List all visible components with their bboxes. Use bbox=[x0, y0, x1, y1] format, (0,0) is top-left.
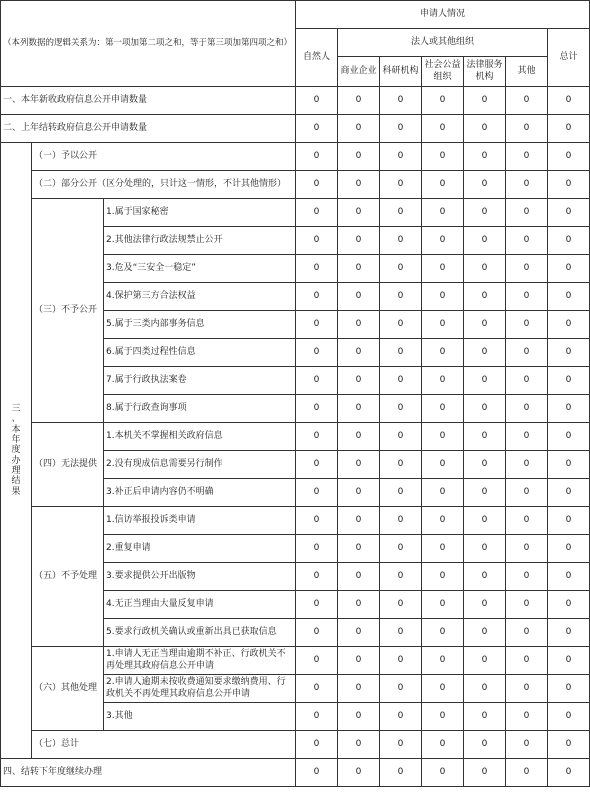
value-cell: 0 bbox=[422, 759, 464, 787]
value-cell: 0 bbox=[380, 311, 422, 339]
value-cell: 0 bbox=[422, 479, 464, 507]
value-cell: 0 bbox=[548, 731, 590, 759]
value-cell: 0 bbox=[506, 87, 548, 115]
value-cell: 0 bbox=[338, 255, 380, 283]
value-cell: 0 bbox=[380, 591, 422, 619]
value-cell: 0 bbox=[548, 703, 590, 731]
value-cell: 0 bbox=[338, 451, 380, 479]
value-cell: 0 bbox=[506, 647, 548, 675]
value-cell: 0 bbox=[380, 451, 422, 479]
table-row bbox=[1, 199, 590, 227]
value-cell: 0 bbox=[422, 647, 464, 675]
value-cell: 0 bbox=[338, 675, 380, 703]
commercial-enterprise-header: 商业企业 bbox=[338, 57, 380, 87]
value-cell: 0 bbox=[464, 143, 506, 171]
natural-person-header: 自然人 bbox=[296, 29, 338, 87]
value-cell: 0 bbox=[464, 451, 506, 479]
value-cell: 0 bbox=[506, 563, 548, 591]
value-cell: 0 bbox=[464, 311, 506, 339]
value-cell: 0 bbox=[296, 423, 338, 451]
value-cell: 0 bbox=[548, 367, 590, 395]
table-row bbox=[1, 759, 590, 787]
row-label-partially-disclosed: （二）部分公开（区分处理的，只计这一情形，不计其他情形） bbox=[32, 171, 296, 199]
value-cell: 0 bbox=[464, 423, 506, 451]
value-cell: 0 bbox=[548, 227, 590, 255]
value-cell: 0 bbox=[464, 535, 506, 563]
value-cell: 0 bbox=[506, 367, 548, 395]
value-cell: 0 bbox=[296, 367, 338, 395]
unable-to-provide-item-label: 1.本机关不掌握相关政府信息 bbox=[104, 423, 296, 451]
legal-entity-header: 法人或其他组织 bbox=[338, 29, 548, 57]
value-cell: 0 bbox=[338, 87, 380, 115]
value-cell: 0 bbox=[506, 199, 548, 227]
value-cell: 0 bbox=[296, 479, 338, 507]
value-cell: 0 bbox=[380, 507, 422, 535]
value-cell: 0 bbox=[338, 311, 380, 339]
table-row bbox=[1, 143, 590, 171]
unable-to-provide-group-label: （四）无法提供 bbox=[32, 423, 104, 507]
not-processed-item-label: 1.信访举报投诉类申请 bbox=[104, 507, 296, 535]
value-cell: 0 bbox=[338, 171, 380, 199]
row-label-section-total: （七）总计 bbox=[32, 731, 296, 759]
value-cell: 0 bbox=[296, 731, 338, 759]
value-cell: 0 bbox=[506, 703, 548, 731]
value-cell: 0 bbox=[380, 731, 422, 759]
value-cell: 0 bbox=[338, 115, 380, 143]
value-cell: 0 bbox=[464, 759, 506, 787]
value-cell: 0 bbox=[380, 339, 422, 367]
value-cell: 0 bbox=[296, 199, 338, 227]
not-processed-item-label: 4.无正当理由大量反复申请 bbox=[104, 591, 296, 619]
logic-note: （本列数据的逻辑关系为：第一项加第二项之和，等于第三项加第四项之和） bbox=[1, 1, 296, 87]
value-cell: 0 bbox=[338, 507, 380, 535]
not-disclosed-item-label: 5.属于三类内部事务信息 bbox=[104, 311, 296, 339]
other-processing-item-label: 3.其他 bbox=[104, 703, 296, 731]
value-cell: 0 bbox=[296, 115, 338, 143]
value-cell: 0 bbox=[338, 199, 380, 227]
value-cell: 0 bbox=[338, 423, 380, 451]
value-cell: 0 bbox=[464, 619, 506, 647]
value-cell: 0 bbox=[338, 535, 380, 563]
value-cell: 0 bbox=[422, 339, 464, 367]
other-org-header: 其他 bbox=[506, 57, 548, 87]
value-cell: 0 bbox=[506, 591, 548, 619]
value-cell: 0 bbox=[380, 675, 422, 703]
unable-to-provide-item-label: 3.补正后申请内容仍不明确 bbox=[104, 479, 296, 507]
value-cell: 0 bbox=[422, 451, 464, 479]
value-cell: 0 bbox=[296, 507, 338, 535]
value-cell: 0 bbox=[338, 367, 380, 395]
value-cell: 0 bbox=[380, 255, 422, 283]
value-cell: 0 bbox=[422, 591, 464, 619]
value-cell: 0 bbox=[422, 227, 464, 255]
value-cell: 0 bbox=[464, 395, 506, 423]
value-cell: 0 bbox=[338, 227, 380, 255]
value-cell: 0 bbox=[422, 311, 464, 339]
value-cell: 0 bbox=[464, 171, 506, 199]
value-cell: 0 bbox=[506, 423, 548, 451]
value-cell: 0 bbox=[506, 143, 548, 171]
applicant-header: 申请人情况 bbox=[296, 1, 590, 29]
value-cell: 0 bbox=[548, 87, 590, 115]
value-cell: 0 bbox=[296, 171, 338, 199]
value-cell: 0 bbox=[506, 115, 548, 143]
value-cell: 0 bbox=[506, 479, 548, 507]
value-cell: 0 bbox=[338, 563, 380, 591]
not-disclosed-item-label: 1.属于国家秘密 bbox=[104, 199, 296, 227]
value-cell: 0 bbox=[296, 647, 338, 675]
value-cell: 0 bbox=[296, 143, 338, 171]
value-cell: 0 bbox=[380, 479, 422, 507]
value-cell: 0 bbox=[422, 731, 464, 759]
value-cell: 0 bbox=[422, 507, 464, 535]
value-cell: 0 bbox=[380, 759, 422, 787]
value-cell: 0 bbox=[464, 647, 506, 675]
value-cell: 0 bbox=[380, 227, 422, 255]
table-row bbox=[1, 647, 590, 675]
value-cell: 0 bbox=[506, 255, 548, 283]
table-row bbox=[1, 507, 590, 535]
value-cell: 0 bbox=[506, 171, 548, 199]
value-cell: 0 bbox=[422, 619, 464, 647]
value-cell: 0 bbox=[296, 675, 338, 703]
other-processing-group-label: （六）其他处理 bbox=[32, 647, 104, 731]
value-cell: 0 bbox=[464, 731, 506, 759]
value-cell: 0 bbox=[422, 283, 464, 311]
value-cell: 0 bbox=[464, 591, 506, 619]
value-cell: 0 bbox=[548, 507, 590, 535]
value-cell: 0 bbox=[548, 311, 590, 339]
not-disclosed-item-label: 2.其他法律行政法规禁止公开 bbox=[104, 227, 296, 255]
value-cell: 0 bbox=[506, 619, 548, 647]
row-label-carried-over: 二、上年结转政府信息公开申请数量 bbox=[1, 115, 296, 143]
value-cell: 0 bbox=[506, 507, 548, 535]
value-cell: 0 bbox=[296, 339, 338, 367]
not-disclosed-item-label: 7.属于行政执法案卷 bbox=[104, 367, 296, 395]
value-cell: 0 bbox=[296, 87, 338, 115]
value-cell: 0 bbox=[296, 451, 338, 479]
value-cell: 0 bbox=[422, 255, 464, 283]
value-cell: 0 bbox=[506, 311, 548, 339]
value-cell: 0 bbox=[464, 367, 506, 395]
value-cell: 0 bbox=[422, 115, 464, 143]
value-cell: 0 bbox=[506, 731, 548, 759]
row-label-disclosed: （一）予以公开 bbox=[32, 143, 296, 171]
other-processing-item-label: 2.申请人逾期未按收费通知要求缴纳费用、行政机关不再处理其政府信息公开申请 bbox=[104, 675, 296, 703]
value-cell: 0 bbox=[548, 591, 590, 619]
value-cell: 0 bbox=[296, 283, 338, 311]
value-cell: 0 bbox=[380, 395, 422, 423]
research-institution-header: 科研机构 bbox=[380, 57, 422, 87]
not-processed-group-label: （五）不予处理 bbox=[32, 507, 104, 647]
value-cell: 0 bbox=[548, 115, 590, 143]
value-cell: 0 bbox=[422, 423, 464, 451]
value-cell: 0 bbox=[464, 199, 506, 227]
not-processed-item-label: 5.要求行政机关确认或重新出具已获取信息 bbox=[104, 619, 296, 647]
value-cell: 0 bbox=[338, 647, 380, 675]
row-label-new-requests: 一、本年新收政府信息公开申请数量 bbox=[1, 87, 296, 115]
value-cell: 0 bbox=[464, 283, 506, 311]
not-disclosed-item-label: 3.危及“三安全一稳定” bbox=[104, 255, 296, 283]
not-disclosed-item-label: 6.属于四类过程性信息 bbox=[104, 339, 296, 367]
value-cell: 0 bbox=[296, 703, 338, 731]
not-disclosed-group-label: （三）不予公开 bbox=[32, 199, 104, 423]
value-cell: 0 bbox=[548, 675, 590, 703]
value-cell: 0 bbox=[338, 339, 380, 367]
value-cell: 0 bbox=[422, 143, 464, 171]
value-cell: 0 bbox=[464, 339, 506, 367]
value-cell: 0 bbox=[338, 731, 380, 759]
value-cell: 0 bbox=[464, 675, 506, 703]
value-cell: 0 bbox=[296, 227, 338, 255]
value-cell: 0 bbox=[422, 367, 464, 395]
value-cell: 0 bbox=[296, 619, 338, 647]
value-cell: 0 bbox=[506, 535, 548, 563]
section-results-label bbox=[1, 143, 32, 759]
value-cell: 0 bbox=[296, 255, 338, 283]
value-cell: 0 bbox=[548, 423, 590, 451]
value-cell: 0 bbox=[548, 171, 590, 199]
value-cell: 0 bbox=[506, 395, 548, 423]
value-cell: 0 bbox=[380, 367, 422, 395]
value-cell: 0 bbox=[422, 563, 464, 591]
legal-service-org-header: 法律服务机构 bbox=[464, 57, 506, 87]
value-cell: 0 bbox=[548, 283, 590, 311]
table-row bbox=[1, 115, 590, 143]
table-row bbox=[1, 423, 590, 451]
value-cell: 0 bbox=[548, 479, 590, 507]
value-cell: 0 bbox=[422, 675, 464, 703]
other-processing-item-label: 1.申请人无正当理由逾期不补正、行政机关不再处理其政府信息公开申请 bbox=[104, 647, 296, 675]
value-cell: 0 bbox=[338, 143, 380, 171]
value-cell: 0 bbox=[464, 227, 506, 255]
value-cell: 0 bbox=[464, 87, 506, 115]
value-cell: 0 bbox=[380, 535, 422, 563]
value-cell: 0 bbox=[422, 703, 464, 731]
value-cell: 0 bbox=[380, 647, 422, 675]
value-cell: 0 bbox=[506, 227, 548, 255]
value-cell: 0 bbox=[464, 563, 506, 591]
not-processed-item-label: 2.重复申请 bbox=[104, 535, 296, 563]
value-cell: 0 bbox=[380, 283, 422, 311]
value-cell: 0 bbox=[464, 115, 506, 143]
table-row bbox=[1, 171, 590, 199]
value-cell: 0 bbox=[422, 199, 464, 227]
total-header: 总计 bbox=[548, 29, 590, 87]
value-cell: 0 bbox=[548, 647, 590, 675]
table-row bbox=[1, 731, 590, 759]
not-disclosed-item-label: 4.保护第三方合法权益 bbox=[104, 283, 296, 311]
value-cell: 0 bbox=[296, 535, 338, 563]
value-cell: 0 bbox=[548, 619, 590, 647]
row-label-carry-forward: 四、结转下年度继续办理 bbox=[1, 759, 296, 787]
value-cell: 0 bbox=[338, 703, 380, 731]
value-cell: 0 bbox=[506, 451, 548, 479]
value-cell: 0 bbox=[296, 311, 338, 339]
value-cell: 0 bbox=[464, 479, 506, 507]
value-cell: 0 bbox=[548, 563, 590, 591]
value-cell: 0 bbox=[548, 535, 590, 563]
value-cell: 0 bbox=[422, 535, 464, 563]
value-cell: 0 bbox=[296, 563, 338, 591]
value-cell: 0 bbox=[338, 479, 380, 507]
value-cell: 0 bbox=[506, 759, 548, 787]
value-cell: 0 bbox=[380, 171, 422, 199]
value-cell: 0 bbox=[338, 395, 380, 423]
value-cell: 0 bbox=[380, 619, 422, 647]
value-cell: 0 bbox=[380, 87, 422, 115]
value-cell: 0 bbox=[296, 395, 338, 423]
section-results-text: 三 、 本 年 度 办 理 结 果 bbox=[11, 403, 21, 497]
value-cell: 0 bbox=[548, 143, 590, 171]
value-cell: 0 bbox=[296, 759, 338, 787]
value-cell: 0 bbox=[464, 507, 506, 535]
not-processed-item-label: 3.要求提供公开出版物 bbox=[104, 563, 296, 591]
value-cell: 0 bbox=[464, 255, 506, 283]
table-row bbox=[1, 87, 590, 115]
value-cell: 0 bbox=[296, 591, 338, 619]
value-cell: 0 bbox=[422, 171, 464, 199]
value-cell: 0 bbox=[338, 283, 380, 311]
value-cell: 0 bbox=[506, 675, 548, 703]
value-cell: 0 bbox=[548, 339, 590, 367]
value-cell: 0 bbox=[338, 591, 380, 619]
value-cell: 0 bbox=[506, 339, 548, 367]
value-cell: 0 bbox=[380, 115, 422, 143]
value-cell: 0 bbox=[380, 703, 422, 731]
value-cell: 0 bbox=[338, 619, 380, 647]
value-cell: 0 bbox=[380, 199, 422, 227]
value-cell: 0 bbox=[380, 143, 422, 171]
value-cell: 0 bbox=[506, 283, 548, 311]
table-body bbox=[1, 1, 590, 787]
value-cell: 0 bbox=[464, 703, 506, 731]
value-cell: 0 bbox=[380, 423, 422, 451]
public-welfare-org-header: 社会公益组织 bbox=[422, 57, 464, 87]
value-cell: 0 bbox=[422, 395, 464, 423]
value-cell: 0 bbox=[422, 87, 464, 115]
value-cell: 0 bbox=[548, 395, 590, 423]
value-cell: 0 bbox=[338, 759, 380, 787]
unable-to-provide-item-label: 2.没有现成信息需要另行制作 bbox=[104, 451, 296, 479]
value-cell: 0 bbox=[380, 563, 422, 591]
not-disclosed-item-label: 8.属于行政查询事项 bbox=[104, 395, 296, 423]
value-cell: 0 bbox=[548, 451, 590, 479]
value-cell: 0 bbox=[548, 759, 590, 787]
value-cell: 0 bbox=[548, 255, 590, 283]
value-cell: 0 bbox=[548, 199, 590, 227]
